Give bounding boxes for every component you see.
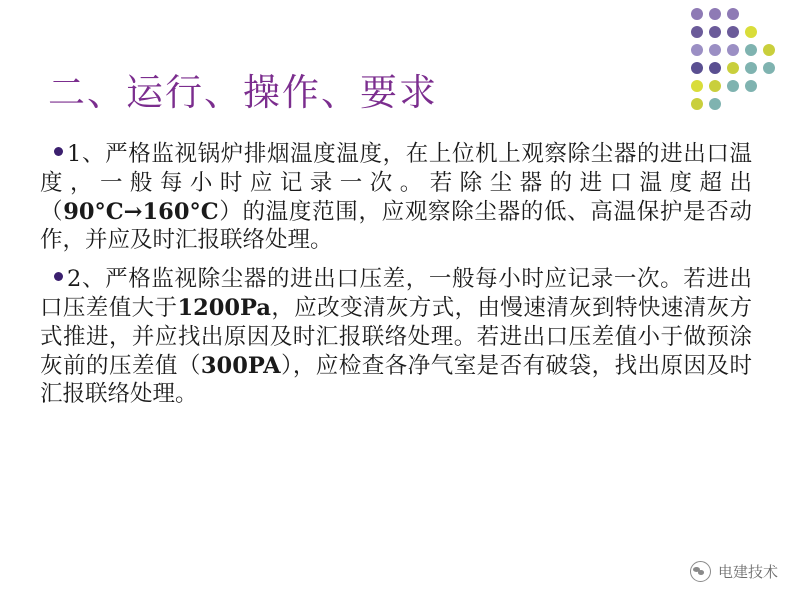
- decor-dot: [691, 44, 703, 56]
- footer-watermark-label: 电建技术: [717, 563, 778, 581]
- decor-dot: [763, 80, 775, 92]
- decor-dot: [727, 26, 739, 38]
- decor-dot: [763, 62, 775, 74]
- decor-dot: [745, 62, 757, 74]
- body-text: 2、严格监视除尘器的进出口压差，一般每小时应记录一次。若进出口压差值大于: [40, 266, 752, 321]
- bullet-dot-icon: [54, 272, 63, 281]
- emphasis-text: 90°C→160°C: [63, 198, 219, 225]
- decor-dot: [745, 26, 757, 38]
- bullet-paragraph-1: [40, 140, 752, 255]
- decor-dot: [691, 8, 703, 20]
- list-item: [40, 140, 752, 255]
- decor-dot: [727, 62, 739, 74]
- decor-dot: [709, 26, 721, 38]
- body-text: ），应检查各净气室是否有破袋，找出原因及时汇报联络处理。: [40, 352, 752, 408]
- decor-dot: [763, 44, 775, 56]
- decor-dot: [709, 62, 721, 74]
- bullet-text-1: [40, 141, 752, 253]
- decor-dot: [691, 80, 703, 92]
- decor-dot: [709, 8, 721, 20]
- content-bullet-list: [40, 140, 752, 413]
- decor-dot: [745, 98, 757, 110]
- decor-dot: [745, 80, 757, 92]
- emphasis-text: 1200Pa: [177, 294, 271, 321]
- decor-dot: [727, 44, 739, 56]
- decor-dot: [709, 98, 721, 110]
- list-item: [40, 265, 752, 409]
- decor-dot: [709, 44, 721, 56]
- decor-dot: [745, 8, 757, 20]
- decor-dot: [727, 8, 739, 20]
- decor-dot: [709, 80, 721, 92]
- decor-dot: [691, 26, 703, 38]
- decor-dot: [727, 98, 739, 110]
- bullet-paragraph-2: [40, 265, 752, 409]
- decor-dot: [763, 98, 775, 110]
- decor-dot: [763, 26, 775, 38]
- page-title: 二、运行、操作、要求: [48, 71, 438, 114]
- decor-dot: [745, 44, 757, 56]
- bullet-dot-icon: [54, 147, 63, 156]
- wechat-icon: [690, 561, 711, 582]
- decor-dot: [727, 80, 739, 92]
- body-text: ，应改变清灰方式，由慢速清灰到特快速清灰方式推进，并应找出原因及时汇报联络处理。若进出口压差值小于做预涂灰前的压差值（: [40, 294, 752, 379]
- decorative-dot-grid: [691, 8, 778, 113]
- decor-dot: [691, 62, 703, 74]
- footer-watermark: [690, 561, 778, 582]
- bullet-text-2: [40, 266, 752, 407]
- emphasis-text: 300PA: [200, 352, 281, 379]
- decor-dot: [763, 8, 775, 20]
- body-text: ）的温度范围，应观察除尘器的低、高温保护是否动作，并应及时汇报联络处理。: [40, 198, 752, 254]
- decor-dot: [691, 98, 703, 110]
- body-text: 1、严格监视锅炉排烟温度温度，在上位机上观察除尘器的进出口温度，一般每小时应记录一次。若除尘器的进口温度超出（: [40, 141, 752, 225]
